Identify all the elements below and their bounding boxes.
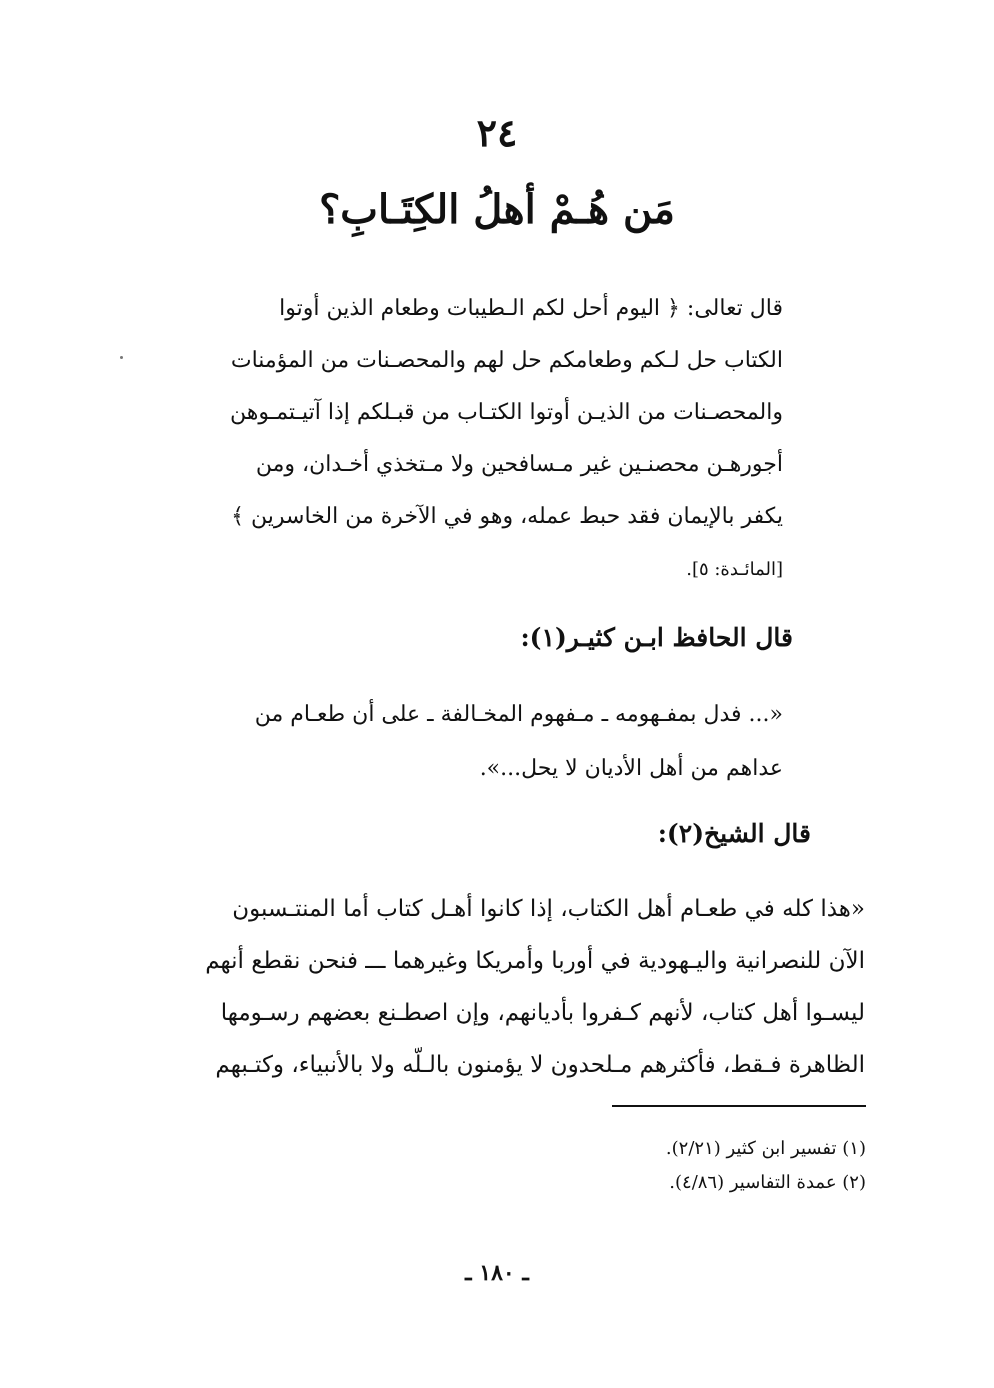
- footnotes: [466, 1132, 866, 1200]
- scan-speck: [120, 356, 123, 359]
- chapter-title: مَن هُـمْ أهلُ الكِتَـابِ؟: [319, 186, 675, 233]
- quote-line: عداهم من أهل الأديان لا يحل...».: [479, 756, 783, 781]
- shaykh-quote: [160, 883, 865, 1091]
- body-line: ليسـوا أهل كتاب، لأنهم كـفروا بأديانهم، وإن اصطـنع بعضهم رسـومها: [220, 1000, 865, 1026]
- footnote: (١) تفسير ابن كثير (٢/٢١).: [665, 1138, 866, 1159]
- footnote-divider: [612, 1105, 866, 1107]
- ibn-kathir-heading: قال الحافظ ابـن كثيـر(١):: [520, 623, 793, 652]
- chapter-number: ٢٤: [476, 110, 518, 155]
- quran-verse: [230, 283, 783, 543]
- verse-line: يكفر بالإيمان فقد حبط عمله، وهو في الآخرة من الخاسرين ﴾: [231, 504, 783, 529]
- ibn-kathir-quote: [243, 688, 783, 796]
- footnote: (٢) عمدة التفاسير (٤/٨٦).: [669, 1172, 866, 1193]
- body-line: الآن للنصرانية واليـهودية في أوربا وأمريكا وغيرهما ـــ فنحن نقطع أنهم: [205, 948, 865, 974]
- quote-line: «... فدل بمفـهومه ـ مـفهوم المخـالفة ـ على أن طعـام من: [254, 702, 783, 727]
- page-number: ـ ١٨٠ ـ: [465, 1260, 529, 1286]
- shaykh-heading: قال الشيخ(٢):: [657, 819, 811, 848]
- verse-line: الكتاب حل لـكم وطعامكم حل لهم والمحصـنات من المؤمنات: [230, 348, 783, 373]
- verse-line: أجورهـن محصنـين غير مـسافحين ولا مـتخذي أخـدان، ومن: [255, 452, 783, 477]
- body-line: «هذا كله في طعـام أهل الكتاب، إذا كانوا أهـل كتاب أما المنتـسبون: [232, 896, 865, 922]
- verse-line: قال تعالى: ﴿ اليوم أحل لكم الـطيبات وطعام الذين أوتوا: [279, 296, 783, 321]
- verse-line: والمحصـنات من الذيـن أوتوا الكتـاب من قبـلكم إذا آتيـتمـوهن: [230, 400, 783, 425]
- body-line: الظاهرة فـقط، فأكثرهم مـلحدون لا يؤمنون بالـلّه ولا بالأنبياء، وكتـبهم: [215, 1052, 865, 1078]
- verse-reference: [المائـدة: ٥].: [686, 559, 783, 580]
